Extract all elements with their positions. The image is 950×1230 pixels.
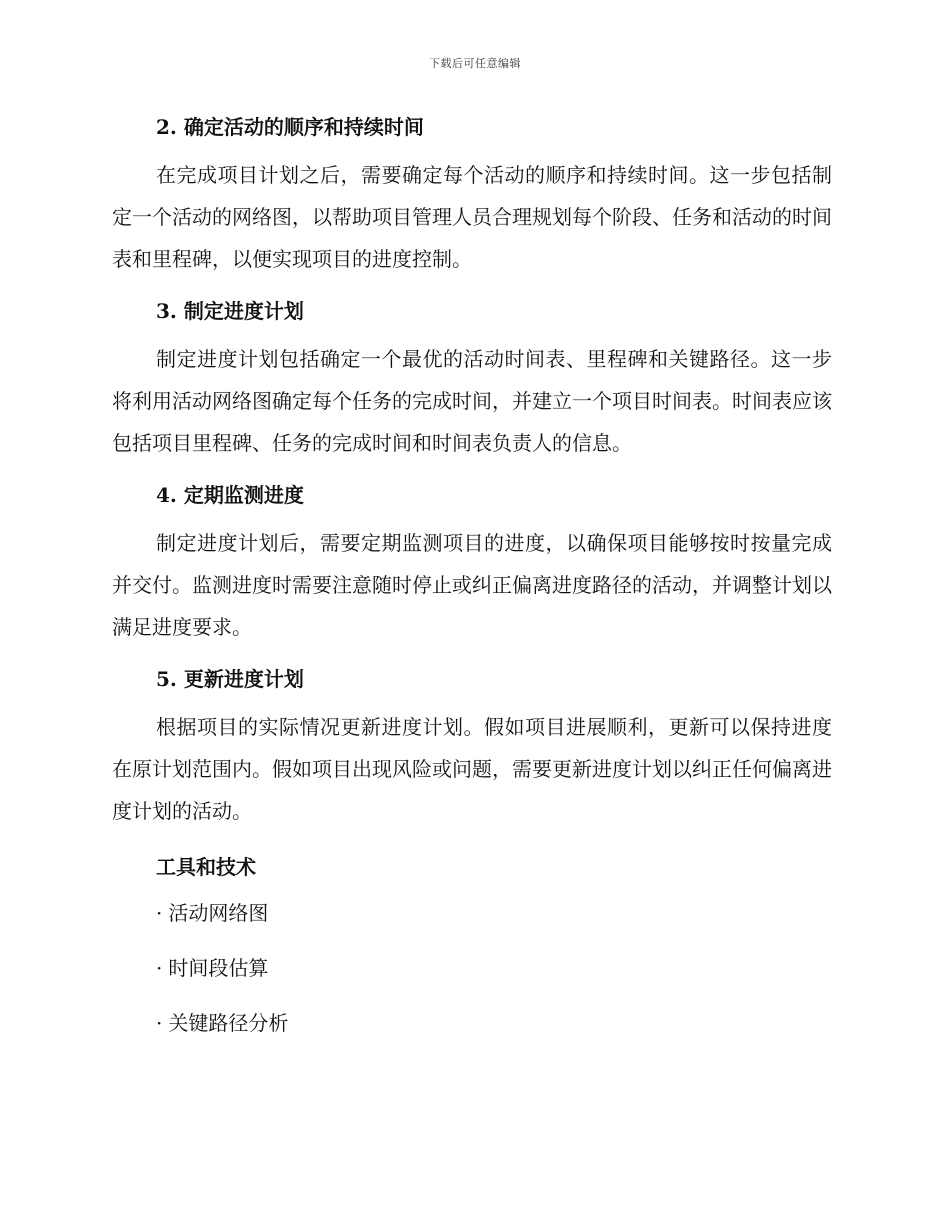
tools-heading: 工具和技术 [156,855,256,879]
tools-list [156,896,832,1040]
section-update-plan [112,662,832,832]
list-item [156,1006,832,1040]
section-heading: 2. 确定活动的顺序和持续时间 [156,115,424,139]
list-item [156,951,832,985]
section-paragraph: 在完成项目计划之后，需要确定每个活动的顺序和持续时间。这一步包括制定一个活动的网络图，以帮助项目管理人员合理规划每个阶段、任务和活动的时间表和里程碑，以便实现项目的进度控制。 [112,163,832,271]
list-item-label: 时间段估算 [168,956,269,980]
section-schedule-plan [112,294,832,464]
section-paragraph: 根据项目的实际情况更新进度计划。假如项目进展顺利，更新可以保持进度在原计划范围内。假如项目出现风险或问题，需要更新进度计划以纠正任何偏离进度计划的活动。 [112,715,832,823]
bullet-icon: · [156,956,163,980]
bullet-icon: · [156,901,163,925]
list-item-label: 活动网络图 [168,901,269,925]
section-heading: 3. 制定进度计划 [156,299,304,323]
section-heading: 5. 更新进度计划 [156,667,304,691]
section-sequence-duration [112,110,832,280]
bullet-icon: · [156,1011,163,1035]
section-heading: 4. 定期监测进度 [156,483,304,507]
list-item [156,896,832,930]
list-item-label: 关键路径分析 [168,1011,289,1035]
document-body [112,110,832,1061]
header-note: 下载后可任意编辑 [429,57,521,70]
section-paragraph: 制定进度计划包括确定一个最优的活动时间表、里程碑和关键路径。这一步将利用活动网络图确定每个任务的完成时间，并建立一个项目时间表。时间表应该包括项目里程碑、任务的完成时间和时间表负责人的信息。 [112,347,832,455]
section-monitor-progress [112,478,832,648]
section-paragraph: 制定进度计划后，需要定期监测项目的进度，以确保项目能够按时按量完成并交付。监测进度时需要注意随时停止或纠正偏离进度路径的活动，并调整计划以满足进度要求。 [112,531,832,639]
